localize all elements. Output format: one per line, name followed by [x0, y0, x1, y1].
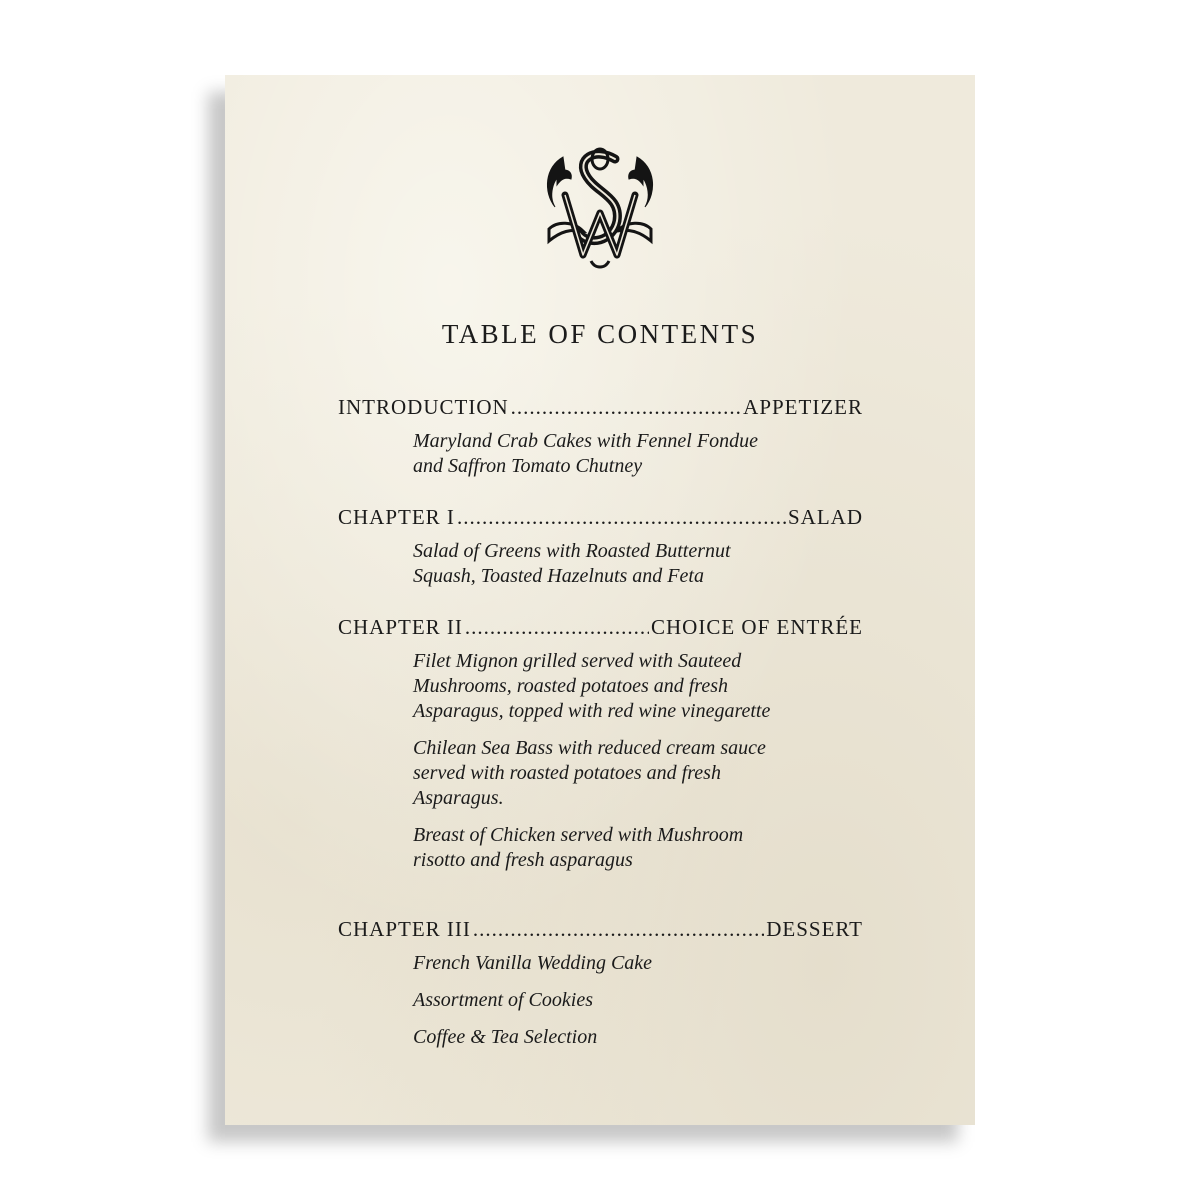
- menu-item: Filet Mignon grilled served with Sauteed Mushrooms, roasted potatoes and fresh Asparagus, topped with red wine vinegarette: [413, 650, 771, 722]
- menu-item: Maryland Crab Cakes with Fennel Fondue and Saffron Tomato Chutney: [413, 430, 758, 477]
- menu-item: Assortment of Cookies: [413, 989, 593, 1011]
- menu-item: Chilean Sea Bass with reduced cream sauce served with roasted potatoes and fresh Asparagus.: [413, 737, 766, 809]
- toc-course-label: APPETIZER: [743, 395, 863, 419]
- toc-heading-row: [338, 917, 863, 945]
- toc-course-label: CHOICE OF ENTRÉE: [651, 615, 863, 639]
- toc-chapter-label: CHAPTER I: [338, 505, 455, 529]
- toc-items: [413, 539, 863, 589]
- toc-heading-row: [338, 505, 863, 533]
- toc-chapter-label: CHAPTER III: [338, 917, 471, 941]
- toc-leader-dots: [511, 395, 742, 420]
- toc-items: [413, 429, 863, 479]
- toc-course-label: DESSERT: [766, 917, 863, 941]
- toc-section-chapter-i: [338, 505, 863, 601]
- monogram-sw-icon: [535, 137, 665, 277]
- toc-section-chapter-iii: [338, 917, 863, 1062]
- toc-chapter-label: INTRODUCTION: [338, 395, 509, 419]
- menu-item: French Vanilla Wedding Cake: [413, 952, 653, 974]
- menu-card: [225, 75, 975, 1125]
- toc-section-introduction: [338, 395, 863, 491]
- toc-leader-dots: [457, 505, 786, 530]
- toc-course-label: SALAD: [787, 505, 863, 529]
- toc-leader-dots: [473, 917, 764, 942]
- menu-item: Salad of Greens with Roasted Butternut Squash, Toasted Hazelnuts and Feta: [413, 540, 731, 587]
- menu-item: Breast of Chicken served with Mushroom risotto and fresh asparagus: [413, 824, 744, 871]
- toc-items: [413, 649, 863, 873]
- toc-items: [413, 951, 863, 1050]
- page-title: TABLE OF CONTENTS: [441, 319, 759, 349]
- toc-heading-row: [338, 615, 863, 643]
- menu-item: Coffee & Tea Selection: [413, 1026, 598, 1048]
- toc-leader-dots: [465, 615, 649, 640]
- toc-heading-row: [338, 395, 863, 423]
- toc-section-chapter-ii: [338, 615, 863, 885]
- toc-chapter-label: CHAPTER II: [338, 615, 463, 639]
